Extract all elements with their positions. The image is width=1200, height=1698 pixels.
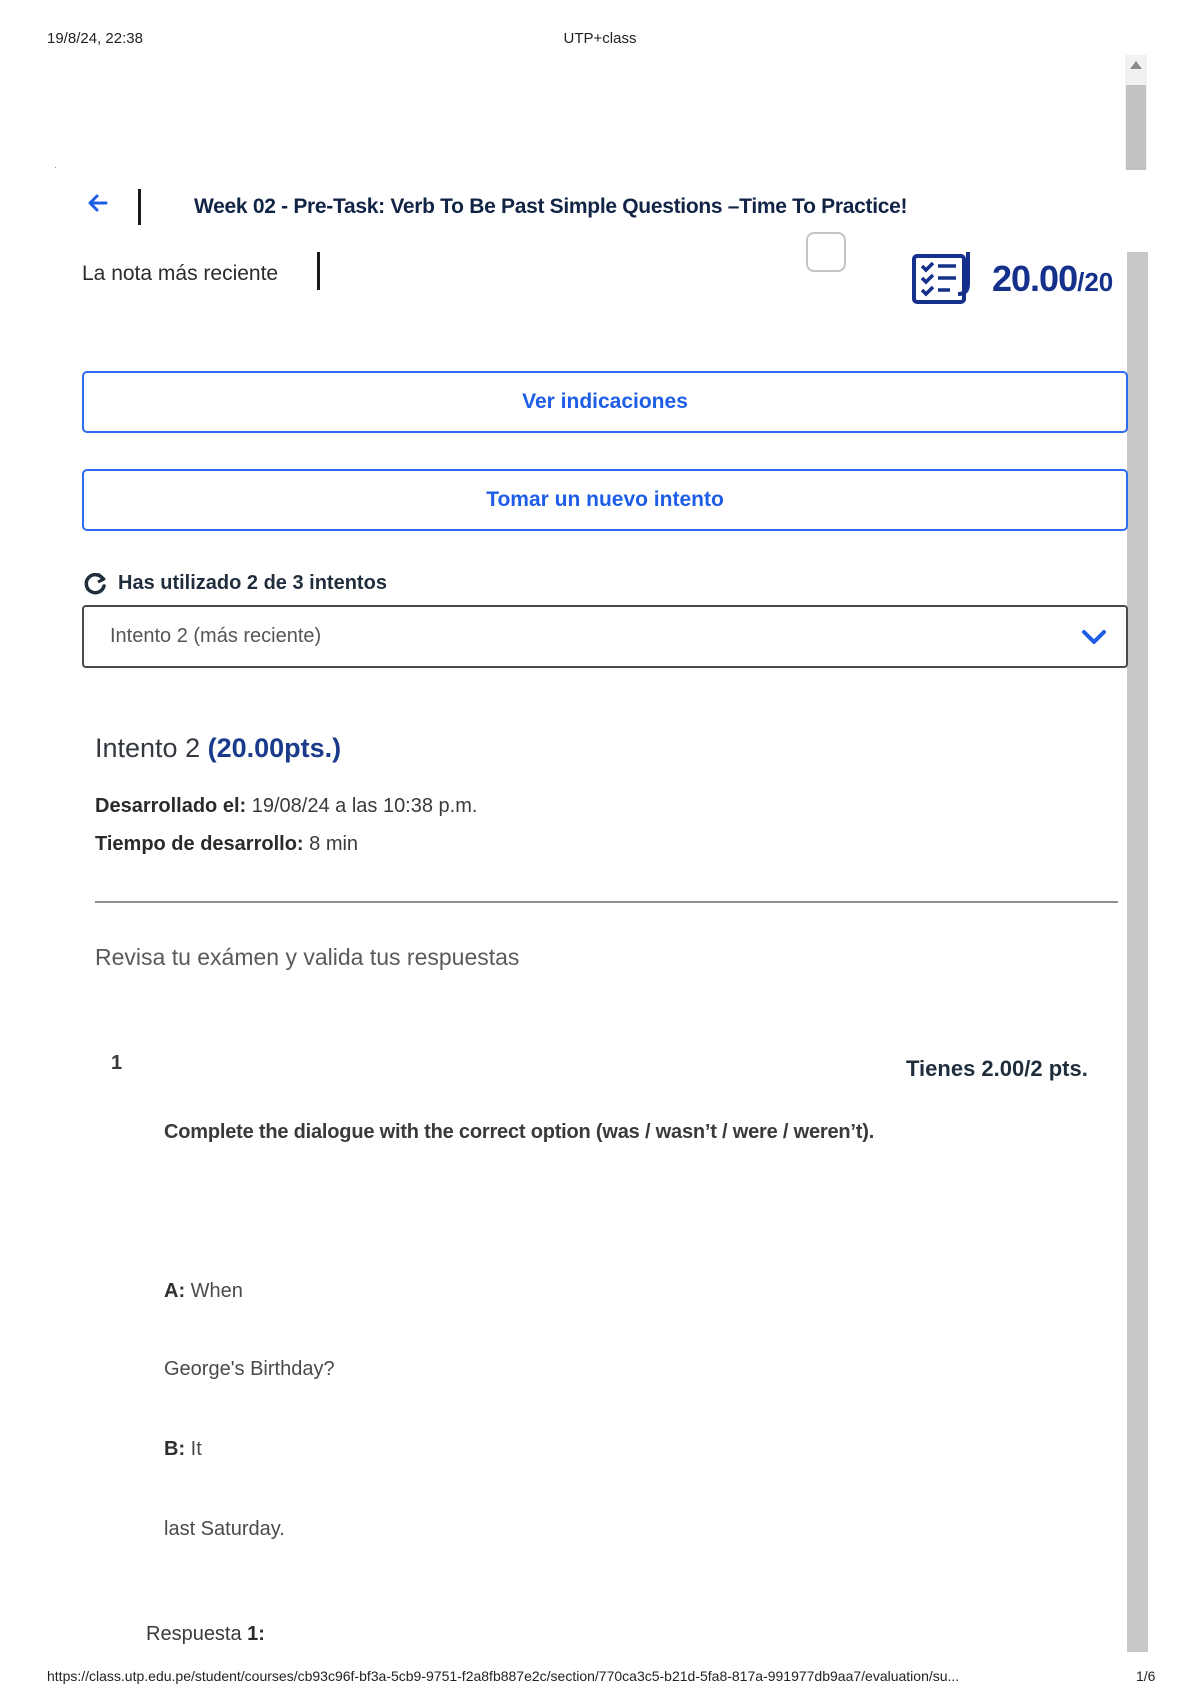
dialogue-line: [164, 1438, 202, 1461]
grade-value: [992, 258, 1113, 300]
review-instruction: Revisa tu exámen y valida tus respuestas: [95, 944, 520, 970]
chevron-down-icon[interactable]: [1080, 625, 1108, 649]
answer-label-text: Respuesta: [146, 1623, 248, 1645]
developed-label: Desarrollado el:: [95, 795, 247, 817]
answer-label: [146, 1623, 265, 1646]
new-attempt-button[interactable]: Tomar un nuevo intento: [82, 469, 1128, 531]
view-instructions-button[interactable]: Ver indicaciones: [82, 371, 1128, 433]
developed-value: 19/08/24 a las 10:38 p.m.: [246, 795, 478, 817]
attempt-heading: [95, 733, 341, 764]
attempt-select-value: Intento 2 (más reciente): [110, 625, 322, 647]
section-divider: [95, 901, 1118, 903]
page-title: Week 02 - Pre-Task: Verb To Be Past Simple Questions –Time To Practice!: [194, 195, 908, 218]
attempt-points: (20.00pts.): [207, 733, 342, 763]
decorative-dot: .: [54, 160, 57, 171]
dialogue-text: It: [185, 1438, 202, 1460]
grade-row: [80, 250, 1130, 310]
outer-scrollbar[interactable]: [1125, 55, 1147, 170]
print-page-number: 1/6: [1136, 1668, 1156, 1684]
dialogue-text: George's Birthday?: [164, 1358, 335, 1380]
attempt-select[interactable]: [82, 605, 1128, 668]
time-label: Tiempo de desarrollo:: [95, 833, 304, 855]
attempts-summary: [82, 569, 682, 599]
checklist-icon: [910, 250, 982, 306]
dialogue-text: last Saturday.: [164, 1518, 285, 1540]
outer-scrollbar-thumb[interactable]: [1126, 85, 1146, 170]
dialogue-line: [164, 1280, 243, 1303]
attempts-summary-text: Has utilizado 2 de 3 intentos: [118, 572, 387, 594]
topbar-divider: [138, 189, 141, 225]
content-scrollbar[interactable]: [1127, 252, 1148, 1652]
dialogue-text: When: [185, 1280, 243, 1302]
dialogue-speaker: A:: [164, 1280, 186, 1302]
question-prompt: Complete the dialogue with the correct option (was / wasn’t / were / weren’t).: [164, 1121, 875, 1143]
print-datetime: 19/8/24, 22:38: [47, 30, 143, 47]
dialogue-line: [164, 1518, 285, 1541]
grade-label: La nota más reciente: [82, 262, 279, 285]
refresh-icon: [82, 571, 108, 597]
developed-date: [95, 795, 477, 818]
scroll-up-arrow-icon[interactable]: [1130, 61, 1142, 69]
attempt-name: Intento 2: [95, 733, 208, 763]
dialogue-line: [164, 1358, 335, 1381]
dialogue-speaker: B:: [164, 1438, 186, 1460]
question-score: Tienes 2.00/2 pts.: [906, 1056, 1088, 1081]
arrow-left-icon[interactable]: [86, 191, 110, 215]
print-url: https://class.utp.edu.pe/student/courses/cb93c96f-bf3a-5cb9-9751-f2a8fb887e2c/section/770ca3c5-b21d-5fa8-817a-991977db9aa7/evaluation/su...: [47, 1668, 960, 1684]
question-number: 1: [111, 1052, 123, 1074]
grade-max: /20: [1077, 267, 1114, 297]
answer-number: 1:: [247, 1623, 265, 1645]
development-time: [95, 833, 358, 856]
grade-divider: [317, 252, 320, 290]
print-title: UTP+class: [563, 30, 637, 47]
time-value: 8 min: [303, 833, 359, 855]
page-topbar: [80, 185, 1120, 231]
grade-score: 20.00: [992, 258, 1078, 299]
